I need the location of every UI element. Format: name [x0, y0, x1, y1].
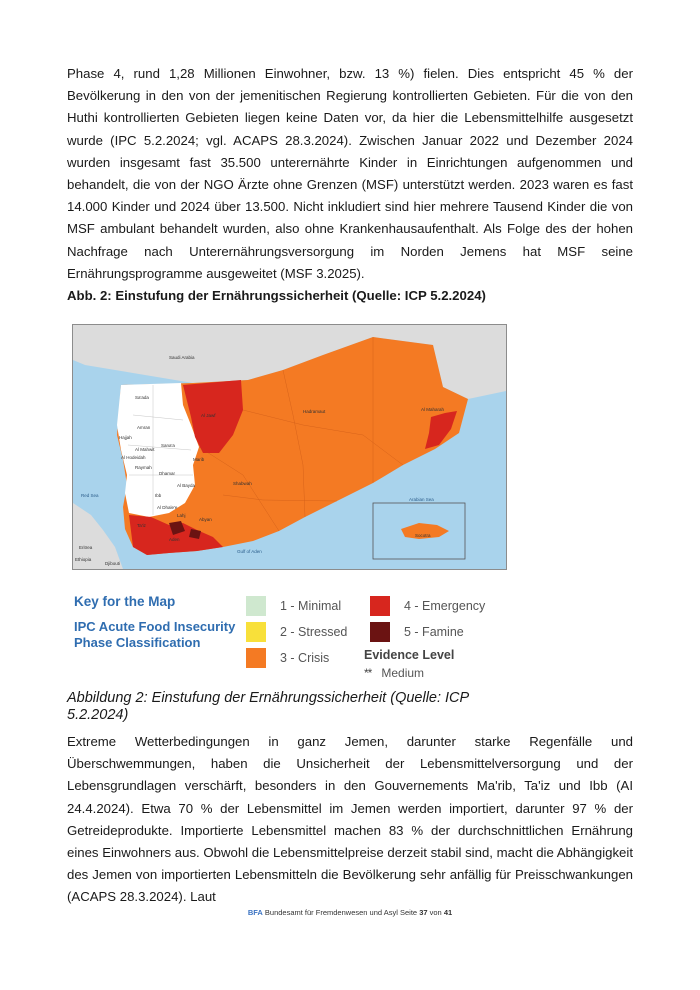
map-label-hodeidah: Al Hodeidah	[121, 455, 146, 460]
map-label-amran: Amran	[137, 425, 151, 430]
footer-agency: Bundesamt für Fremdenwesen und Asyl	[264, 908, 398, 917]
map-label-lahj: Lahj	[177, 513, 186, 518]
legend-swatch	[246, 622, 266, 642]
key-title: Key for the Map	[74, 594, 176, 609]
map-label-eritrea: Eritrea	[79, 545, 93, 550]
map-label-arabian-sea: Arabian Sea	[409, 497, 434, 502]
legend-item-emergency: 4 - Emergency	[370, 596, 485, 616]
evidence-stars-icon: **	[364, 666, 372, 680]
legend-item-crisis: 3 - Crisis	[246, 648, 329, 668]
legend-swatch	[370, 622, 390, 642]
map-label-al-bayda: Al Bayda	[177, 483, 196, 488]
map-label-djibouti: Djibouti	[105, 561, 121, 566]
map-label-aden: Aden	[169, 537, 180, 542]
body-paragraph-2: Extreme Wetterbedingungen in ganz Jemen, darunter starke Regenfälle und Überschwemmungen, haben die Unsicherheit der Lebensmittelversorgung und der Lebensgrundlagen verschärft, besonders in den Gouvernements Ma'rib, Ta'iz und Ibb (AI 24.4.2024). Etwa 70 % der Lebensmittel im Jemen werden importiert, darunter 97 % der Getreideprodukte. Importierte Lebensmittel machen 83 % der durchschnittlichen Ernährung eines Einwohners aus. Obwohl die Lebensmittelpreise derzeit stabil sind, macht die Abhängigkeit des Jemen von importierten Lebensmitteln die Bevölkerung sehr anfällig für Preisschwankungen (ACAPS 28.3.2024). Laut	[67, 734, 633, 905]
map-key	[72, 588, 512, 683]
evidence-level-title: Evidence Level	[364, 648, 455, 662]
map-label-raymah: Raymah	[135, 465, 152, 470]
key-subtitle: IPC Acute Food Insecurity Phase Classification	[74, 619, 236, 650]
legend-swatch	[370, 596, 390, 616]
bfa-logo: BFA	[247, 908, 263, 917]
figure-caption: Abbildung 2: Einstufung der Ernährungssicherheit (Quelle: ICP 5.2.2024)	[67, 690, 469, 723]
body-paragraph-1: Phase 4, rund 1,28 Millionen Einwohner, bzw. 13 %) fielen. Dies entspricht 45 % der Bevölkerung in den von der jemenitischen Regierung kontrollierten Gebieten. Für die von den Huthi kontrollierten Gebieten liegen keine Daten vor, da hier die Lebensmittelhilfe ausgesetzt wurde (IPC 5.2.2024; vgl. ACAPS 28.3.2024). Zwischen Januar 2022 und Dezember 2024 wurden insgesamt fast 35.500 unterernährte Kinder in Einrichtungen aufgenommen und behandelt, die von der NGO Ärzte ohne Grenzen (MSF) unterstützt werden. 2023 waren es fast 14.000 Kinder und 2024 über 13.500. Nicht inkludiert sind hier mehrere Tausend Kinder die von MSF ambulant behandelt wurden, also ohne Krankenhausaufenthalt. Als Folge des der hohen Nachfrage nach Unterernährungsversorgung im Norden Jemens hat MSF seine Ernährungsprogramme ausgeweitet (MSF 3.2025).	[67, 66, 633, 281]
map-label-al-dhale: Al Dhale'e	[157, 505, 178, 510]
figure-title: Abb. 2: Einstufung der Ernährungssicherheit (Quelle: ICP 5.2.2024)	[67, 288, 486, 303]
map-label-al-jawf: Al Jawf	[201, 413, 216, 418]
map-label-sadah: Sa'ada	[135, 395, 149, 400]
footer-page-number: 37	[419, 908, 428, 917]
evidence-level-medium: ** Medium	[364, 666, 425, 680]
map-label-saudi: Saudi Arabia	[169, 355, 195, 360]
map-label-hadramaut: Hadramaut	[303, 409, 326, 414]
map-label-al-maharah: Al Maharah	[421, 407, 445, 412]
map-label-socotra: Socotra	[415, 533, 431, 538]
footer-page-word: Seite	[400, 908, 418, 917]
map-label-red-sea: Red Sea	[81, 493, 99, 498]
legend-item-minimal: 1 - Minimal	[246, 596, 341, 616]
footer-page-total: 41	[443, 908, 453, 917]
map-label-taiz: Ta'iz	[137, 523, 146, 528]
legend-swatch	[246, 648, 266, 668]
page-footer	[0, 908, 700, 917]
map-label-gulf-aden: Gulf of Aden	[237, 549, 262, 554]
legend-item-stressed: 2 - Stressed	[246, 622, 347, 642]
legend-swatch	[246, 596, 266, 616]
map-label-ethiopia: Ethiopia	[75, 557, 92, 562]
map-label-al-mahwit: Al Mahwit	[135, 447, 155, 452]
food-security-map	[72, 324, 507, 570]
map-label-marib: Marib	[193, 457, 205, 462]
map-label-hajjah: Hajjah	[119, 435, 132, 440]
footer-of-word: von	[429, 908, 442, 917]
map-label-abyan: Abyan	[199, 517, 212, 522]
map-label-sanaa: Sana'a	[161, 443, 175, 448]
map-label-shabwah: Shabwah	[233, 481, 252, 486]
map-label-dhamar: Dhamar	[159, 471, 176, 476]
legend-item-famine: 5 - Famine	[370, 622, 464, 642]
map-label-ibb: Ibb	[155, 493, 162, 498]
